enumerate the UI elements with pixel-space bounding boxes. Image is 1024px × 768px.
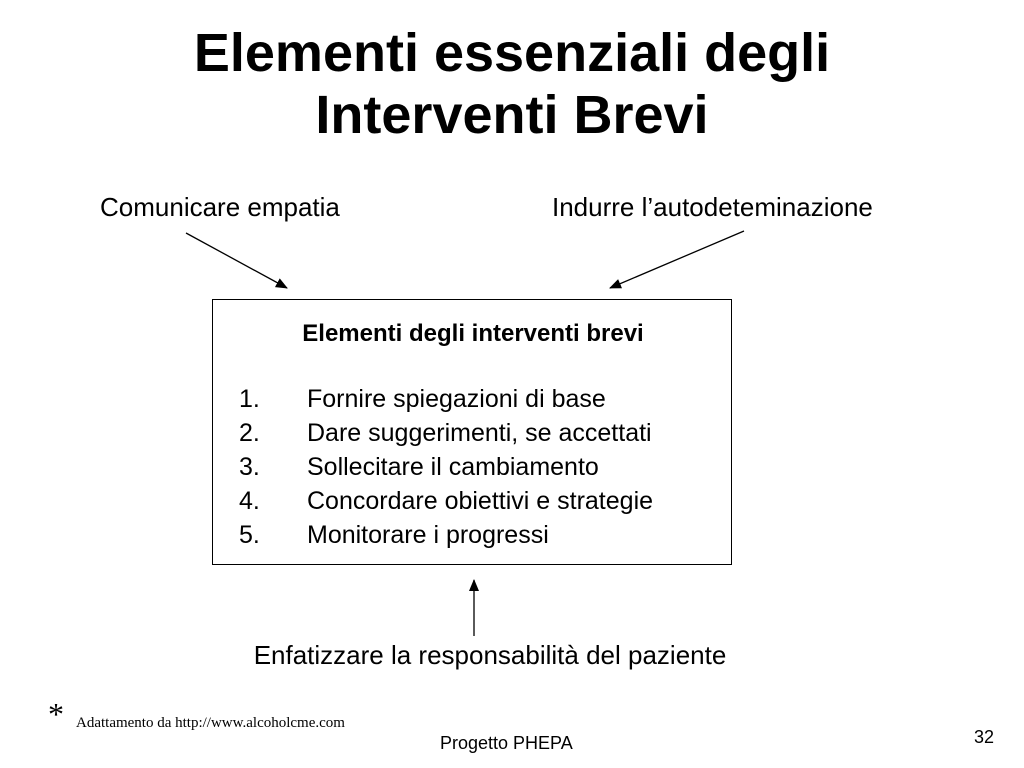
arrow-empathy: [186, 233, 287, 288]
list-item: [239, 450, 653, 484]
list-item-text: Concordare obiettivi e strategie: [307, 487, 654, 515]
project-footer: Progetto PHEPA: [440, 733, 573, 753]
list-item-number: 3.: [239, 453, 260, 481]
self-determination-label: Indurre l’autodeteminazione: [552, 192, 873, 222]
list-item-number: 1.: [239, 385, 260, 413]
interventions-list: [239, 382, 653, 552]
slide-title-line-2: Interventi Brevi: [315, 85, 709, 145]
page-number: 32: [974, 727, 995, 747]
list-item-text: Dare suggerimenti, se accettati: [307, 419, 652, 447]
list-item: [239, 382, 653, 416]
arrow-self-determination: [610, 231, 744, 288]
list-item-text: Monitorare i progressi: [307, 521, 549, 549]
list-item-text: Sollecitare il cambiamento: [307, 453, 599, 481]
list-item-text: Fornire spiegazioni di base: [307, 385, 606, 413]
responsibility-label: Enfatizzare la responsabilità del paziente: [253, 640, 727, 670]
list-item-number: 2.: [239, 419, 260, 447]
box-title: Elementi degli interventi brevi: [302, 320, 644, 347]
footnote-asterisk: *: [48, 696, 64, 732]
interventions-box: [212, 299, 732, 565]
empathy-label: Comunicare empatia: [100, 192, 340, 222]
list-item: [239, 484, 653, 518]
slide-title-line-1: Elementi essenziali degli: [193, 23, 831, 83]
list-item: [239, 416, 653, 450]
source-footnote: Adattamento da http://www.alcoholcme.com: [76, 715, 345, 731]
list-item: [239, 518, 653, 552]
list-item-number: 5.: [239, 521, 260, 549]
list-item-number: 4.: [239, 487, 260, 515]
